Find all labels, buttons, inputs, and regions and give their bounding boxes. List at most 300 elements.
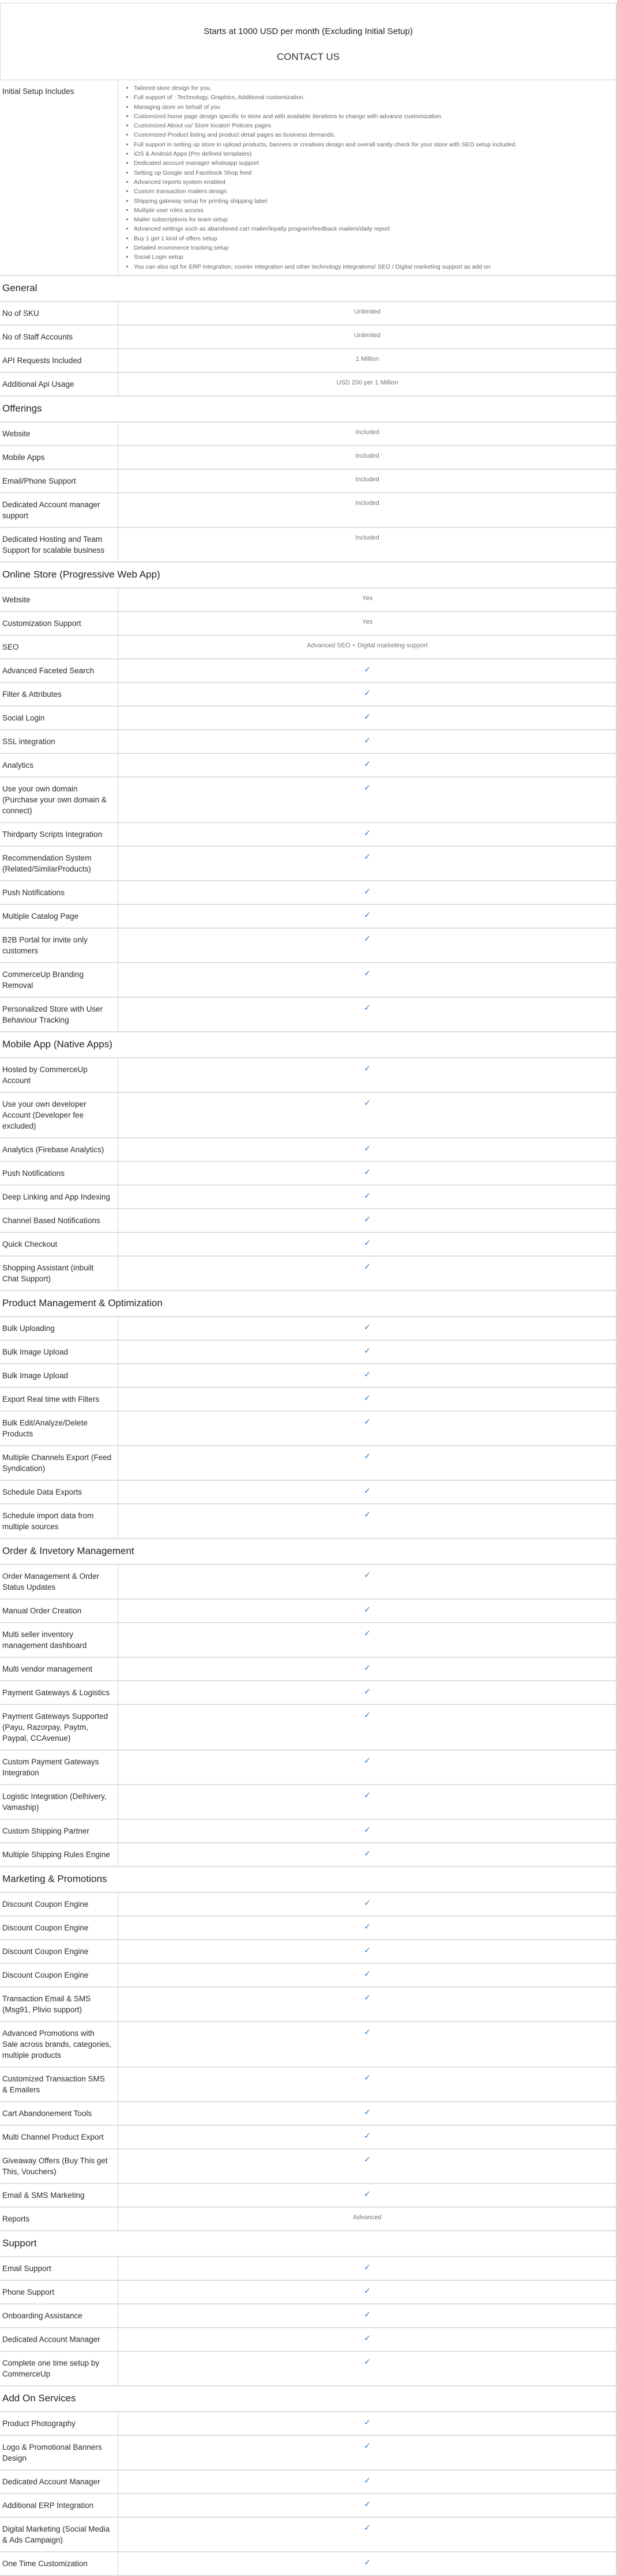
check-icon: ✓: [364, 851, 371, 861]
feature-value: Advanced: [118, 2207, 616, 2231]
check-icon: ✓: [364, 1790, 371, 1800]
check-icon: ✓: [364, 1992, 371, 2002]
check-icon: ✓: [364, 1190, 371, 1200]
feature-row: [0, 1185, 616, 1209]
check-icon: ✓: [364, 1485, 371, 1495]
feature-label: Analytics: [0, 753, 118, 777]
feature-row: [0, 1623, 616, 1657]
check-icon: ✓: [364, 2441, 371, 2450]
feature-label: Discount Coupon Engine: [0, 1916, 118, 1940]
feature-label: Payment Gateways & Logistics: [0, 1681, 118, 1704]
feature-value: [118, 2517, 616, 2552]
feature-row: [0, 2304, 616, 2328]
feature-value: [118, 2257, 616, 2280]
feature-row: [0, 1340, 616, 1364]
feature-label: Multiple Catalog Page: [0, 904, 118, 928]
feature-row: [0, 349, 616, 372]
feature-label: SEO: [0, 635, 118, 659]
feature-label: Schedule import data from multiple sources: [0, 1504, 118, 1538]
check-icon: ✓: [364, 1848, 371, 1858]
feature-value: [118, 2149, 616, 2183]
check-icon: ✓: [364, 1451, 371, 1461]
feature-row: [0, 1963, 616, 1987]
setup-item: • Setting up Google and Facebook Shop feed: [134, 168, 616, 178]
check-icon: ✓: [364, 688, 371, 697]
feature-value: 1 Million: [118, 349, 616, 372]
feature-row: [0, 1892, 616, 1916]
feature-label: Discount Coupon Engine: [0, 1940, 118, 1963]
feature-value: [118, 1364, 616, 1387]
feature-value: Included: [118, 422, 616, 446]
setup-item: • Detailed ecommerce tracking setup: [134, 243, 616, 252]
feature-row: [0, 881, 616, 904]
feature-row: [0, 325, 616, 349]
setup-row: [0, 80, 616, 276]
feature-row: [0, 2494, 616, 2517]
feature-label: Custom Payment Gateways Integration: [0, 1750, 118, 1785]
section-title: Product Management & Optimization: [0, 1291, 616, 1317]
feature-value: [118, 1411, 616, 1446]
feature-label: Product Photography: [0, 2412, 118, 2435]
feature-row: [0, 446, 616, 469]
feature-label: One Time Customization: [0, 2552, 118, 2575]
feature-row: [0, 706, 616, 730]
feature-label: SSL integration: [0, 730, 118, 753]
feature-row: [0, 2351, 616, 2386]
feature-row: [0, 635, 616, 659]
section-header: [0, 1538, 616, 1564]
check-icon: ✓: [364, 2557, 371, 2567]
feature-value: [118, 2280, 616, 2304]
feature-value: Advanced SEO + Digital marketing support: [118, 635, 616, 659]
check-icon: ✓: [364, 1968, 371, 1978]
check-icon: ✓: [364, 782, 371, 792]
feature-row: [0, 928, 616, 963]
feature-value: [118, 2470, 616, 2494]
feature-row: [0, 904, 616, 928]
feature-label: Customization Support: [0, 612, 118, 635]
feature-row: [0, 1161, 616, 1185]
feature-label: Bulk Image Upload: [0, 1340, 118, 1364]
feature-value: Yes: [118, 612, 616, 635]
check-icon: ✓: [364, 1662, 371, 1672]
feature-value: [118, 2435, 616, 2470]
check-icon: ✓: [364, 933, 371, 943]
feature-value: [118, 2328, 616, 2351]
feature-label: Bulk Image Upload: [0, 1364, 118, 1387]
check-icon: ✓: [364, 735, 371, 745]
feature-label: Discount Coupon Engine: [0, 1892, 118, 1916]
check-icon: ✓: [364, 1570, 371, 1579]
feature-label: Additional Api Usage: [0, 372, 118, 396]
feature-value: Included: [118, 446, 616, 469]
feature-value: Unlimited: [118, 301, 616, 325]
feature-label: Email/Phone Support: [0, 469, 118, 493]
setup-item: • Tailored store design for you.: [134, 84, 616, 93]
feature-label: Hosted by CommerceUp Account: [0, 1058, 118, 1092]
feature-value: [118, 1317, 616, 1340]
check-icon: ✓: [364, 759, 371, 768]
feature-label: Complete one time setup by CommerceUp: [0, 2351, 118, 2386]
check-icon: ✓: [364, 2356, 371, 2366]
feature-value: [118, 2102, 616, 2125]
feature-row: [0, 1256, 616, 1291]
feature-row: [0, 1987, 616, 2021]
check-icon: ✓: [364, 1710, 371, 1719]
feature-label: Phone Support: [0, 2280, 118, 2304]
section-title: Order & Invetory Management: [0, 1538, 616, 1564]
feature-value: [118, 1623, 616, 1657]
setup-list: [127, 84, 616, 271]
feature-label: Cart Abandonement Tools: [0, 2102, 118, 2125]
check-icon: ✓: [364, 1824, 371, 1834]
check-icon: ✓: [364, 1143, 371, 1153]
check-icon: ✓: [364, 2027, 371, 2036]
feature-row: [0, 1704, 616, 1750]
setup-item: • Customized home page design specific to store and with available iterations to change with advance customization.: [134, 112, 616, 121]
feature-label: Multiple Shipping Rules Engine: [0, 1843, 118, 1866]
feature-label: Order Management & Order Status Updates: [0, 1564, 118, 1599]
setup-label: Initial Setup Includes: [0, 80, 118, 276]
feature-value: [118, 1963, 616, 1987]
feature-row: [0, 2280, 616, 2304]
feature-value: [118, 753, 616, 777]
setup-item: • Mailer subscriptions for team setup: [134, 215, 616, 224]
feature-row: [0, 659, 616, 682]
check-icon: ✓: [364, 2499, 371, 2509]
feature-label: Multi seller inventory management dashboard: [0, 1623, 118, 1657]
feature-value: [118, 1750, 616, 1785]
feature-label: Reports: [0, 2207, 118, 2231]
check-icon: ✓: [364, 1604, 371, 1614]
check-icon: ✓: [364, 968, 371, 978]
check-icon: ✓: [364, 1097, 371, 1107]
feature-row: [0, 1387, 616, 1411]
feature-value: [118, 730, 616, 753]
feature-row: [0, 1564, 616, 1599]
setup-item: • Full support of : Technology, Graphics, Additional customization.: [134, 93, 616, 102]
feature-value: [118, 682, 616, 706]
feature-label: Logo & Promotional Banners Design: [0, 2435, 118, 2470]
feature-row: [0, 372, 616, 396]
feature-row: [0, 2067, 616, 2102]
feature-label: B2B Portal for invite only customers: [0, 928, 118, 963]
feature-value: [118, 904, 616, 928]
feature-label: Advanced Faceted Search: [0, 659, 118, 682]
feature-label: Personalized Store with User Behaviour Tracking: [0, 997, 118, 1032]
section-header: [0, 1291, 616, 1317]
section-header: [0, 2231, 616, 2257]
feature-table: [0, 80, 617, 2576]
feature-row: [0, 1209, 616, 1232]
feature-label: No of Staff Accounts: [0, 325, 118, 349]
feature-value: [118, 2412, 616, 2435]
feature-label: Transaction Email & SMS (Msg91, Plivio support): [0, 1987, 118, 2021]
feature-value: [118, 1940, 616, 1963]
feature-row: [0, 422, 616, 446]
contact-us-button[interactable]: CONTACT US: [277, 51, 340, 62]
setup-item: • iOS & Android Apps (Pre defined templates): [134, 149, 616, 159]
feature-label: API Requests Included: [0, 349, 118, 372]
feature-value: [118, 1480, 616, 1504]
feature-value: [118, 1138, 616, 1161]
section-title: Offerings: [0, 396, 616, 422]
setup-item: • Advanced settings such as abandoned cart mailer/loyalty program/feedback mailers/daily report: [134, 224, 616, 233]
check-icon: ✓: [364, 1898, 371, 1907]
feature-row: [0, 1317, 616, 1340]
feature-row: [0, 1092, 616, 1138]
feature-label: Manual Order Creation: [0, 1599, 118, 1623]
feature-value: USD 200 per 1 Million: [118, 372, 616, 396]
feature-row: [0, 588, 616, 612]
feature-row: [0, 730, 616, 753]
feature-label: Quick Checkout: [0, 1232, 118, 1256]
check-icon: ✓: [364, 1167, 371, 1176]
setup-item: • Social Login setup: [134, 252, 616, 262]
feature-label: No of SKU: [0, 301, 118, 325]
section-title: General: [0, 276, 616, 301]
feature-value: [118, 881, 616, 904]
feature-label: Customized Transaction SMS & Emailers: [0, 2067, 118, 2102]
check-icon: ✓: [364, 1322, 371, 1332]
feature-label: Schedule Data Exports: [0, 1480, 118, 1504]
check-icon: ✓: [364, 1002, 371, 1012]
feature-value: Included: [118, 527, 616, 562]
feature-label: Recommendation System (Related/SimilarProducts): [0, 846, 118, 881]
feature-label: Multi vendor management: [0, 1657, 118, 1681]
setup-item: • Shipping gateway setup for printing shipping label: [134, 197, 616, 206]
check-icon: ✓: [364, 1063, 371, 1073]
pricing-header: [0, 3, 617, 80]
section-title: Online Store (Progressive Web App): [0, 562, 616, 588]
feature-value: [118, 1232, 616, 1256]
check-icon: ✓: [364, 1628, 371, 1638]
feature-label: Dedicated Account Manager: [0, 2470, 118, 2494]
check-icon: ✓: [364, 828, 371, 838]
feature-row: [0, 493, 616, 527]
section-title: Mobile App (Native Apps): [0, 1032, 616, 1058]
check-icon: ✓: [364, 1214, 371, 1224]
feature-value: [118, 2125, 616, 2149]
feature-label: Push Notifications: [0, 881, 118, 904]
feature-label: Use your own developer Account (Developer fee excluded): [0, 1092, 118, 1138]
feature-value: [118, 2304, 616, 2328]
feature-value: [118, 2494, 616, 2517]
feature-label: Advanced Promotions with Sale across brands, categories, multiple products: [0, 2021, 118, 2067]
section-title: Marketing & Promotions: [0, 1866, 616, 1892]
feature-label: Use your own domain (Purchase your own domain & connect): [0, 777, 118, 823]
section-header: [0, 1866, 616, 1892]
check-icon: ✓: [364, 1921, 371, 1931]
feature-value: [118, 928, 616, 963]
check-icon: ✓: [364, 2522, 371, 2532]
feature-value: [118, 1564, 616, 1599]
check-icon: ✓: [364, 1369, 371, 1379]
feature-row: [0, 2125, 616, 2149]
feature-label: Onboarding Assistance: [0, 2304, 118, 2328]
feature-row: [0, 1681, 616, 1704]
feature-value: [118, 1209, 616, 1232]
feature-label: Dedicated Hosting and Team Support for scalable business: [0, 527, 118, 562]
feature-value: [118, 1657, 616, 1681]
feature-value: [118, 1987, 616, 2021]
check-icon: ✓: [364, 2285, 371, 2295]
feature-row: [0, 1750, 616, 1785]
section-header: [0, 276, 616, 301]
feature-row: [0, 846, 616, 881]
feature-label: Email & SMS Marketing: [0, 2183, 118, 2207]
check-icon: ✓: [364, 1509, 371, 1519]
feature-label: Custom Shipping Partner: [0, 1819, 118, 1843]
feature-value: [118, 2183, 616, 2207]
feature-value: [118, 823, 616, 846]
feature-row: [0, 1819, 616, 1843]
feature-label: Payment Gateways Supported (Payu, Razorpay, Paytm, Paypal, CCAvenue): [0, 1704, 118, 1750]
check-icon: ✓: [364, 1393, 371, 1402]
feature-row: [0, 2021, 616, 2067]
feature-value: [118, 659, 616, 682]
feature-value: [118, 777, 616, 823]
feature-row: [0, 2517, 616, 2552]
feature-row: [0, 1785, 616, 1819]
feature-row: [0, 2470, 616, 2494]
setup-item: • Customized Product listing and product detail pages as business demands.: [134, 130, 616, 139]
feature-label: Discount Coupon Engine: [0, 1963, 118, 1987]
check-icon: ✓: [364, 2262, 371, 2272]
feature-row: [0, 1657, 616, 1681]
feature-value: [118, 2067, 616, 2102]
feature-row: [0, 2183, 616, 2207]
price-text: Starts at 1000 USD per month (Excluding Initial Setup): [204, 27, 413, 36]
feature-row: [0, 1058, 616, 1092]
feature-row: [0, 469, 616, 493]
check-icon: ✓: [364, 2475, 371, 2485]
feature-label: Website: [0, 422, 118, 446]
feature-label: Digital Marketing (Social Media & Ads Campaign): [0, 2517, 118, 2552]
feature-row: [0, 1446, 616, 1480]
feature-row: [0, 1843, 616, 1866]
feature-value: [118, 1185, 616, 1209]
section-header: [0, 2386, 616, 2412]
feature-value: [118, 1161, 616, 1185]
feature-value: [118, 1256, 616, 1291]
check-icon: ✓: [364, 1345, 371, 1355]
feature-label: Website: [0, 588, 118, 612]
feature-value: Included: [118, 469, 616, 493]
feature-value: [118, 1446, 616, 1480]
setup-item: • Multiple user roles access: [134, 206, 616, 215]
check-icon: ✓: [364, 1261, 371, 1271]
setup-item: • Advanced reports system enabled: [134, 178, 616, 187]
feature-label: Logistic Integration (Delhivery, Vamaship): [0, 1785, 118, 1819]
feature-row: [0, 2435, 616, 2470]
feature-label: Analytics (Firebase Analytics): [0, 1138, 118, 1161]
feature-value: Included: [118, 493, 616, 527]
feature-value: [118, 1843, 616, 1866]
feature-row: [0, 1364, 616, 1387]
check-icon: ✓: [364, 2154, 371, 2164]
feature-row: [0, 1138, 616, 1161]
feature-label: Additional ERP Integration: [0, 2494, 118, 2517]
feature-label: Deep Linking and App Indexing: [0, 1185, 118, 1209]
feature-row: [0, 963, 616, 997]
feature-value: [118, 1681, 616, 1704]
feature-value: [118, 1387, 616, 1411]
check-icon: ✓: [364, 2333, 371, 2343]
feature-row: [0, 2102, 616, 2125]
feature-value: [118, 1785, 616, 1819]
feature-row: [0, 1504, 616, 1538]
section-header: [0, 396, 616, 422]
feature-value: [118, 2021, 616, 2067]
feature-label: Channel Based Notifications: [0, 1209, 118, 1232]
setup-item: • Customized About us/ Store locator/ Policies pages: [134, 121, 616, 130]
feature-label: CommerceUp Branding Removal: [0, 963, 118, 997]
check-icon: ✓: [364, 910, 371, 919]
setup-item: • You can also opt for ERP integration, courier integration and other technology integrations/ SEO / Digital marketing support as add on: [134, 262, 616, 271]
feature-label: Filter & Attributes: [0, 682, 118, 706]
setup-item: • Managing store on behalf of you: [134, 103, 616, 112]
feature-value: [118, 997, 616, 1032]
feature-row: [0, 1232, 616, 1256]
feature-label: Export Real time with Filters: [0, 1387, 118, 1411]
feature-label: Multiple Channels Export (Feed Syndication): [0, 1446, 118, 1480]
check-icon: ✓: [364, 2130, 371, 2140]
feature-label: Giveaway Offers (Buy This get This, Vouchers): [0, 2149, 118, 2183]
feature-label: Bulk Edit/Analyze/Delete Products: [0, 1411, 118, 1446]
feature-value: [118, 1892, 616, 1916]
check-icon: ✓: [364, 2309, 371, 2319]
check-icon: ✓: [364, 2107, 371, 2117]
setup-item: • Buy 1 get 1 kind of offers setup: [134, 234, 616, 243]
section-title: Support: [0, 2231, 616, 2257]
feature-label: Email Support: [0, 2257, 118, 2280]
feature-value: Unlimited: [118, 325, 616, 349]
feature-value: [118, 1704, 616, 1750]
feature-label: Social Login: [0, 706, 118, 730]
feature-label: Shopping Assistant (inbuilt Chat Support): [0, 1256, 118, 1291]
feature-row: [0, 612, 616, 635]
feature-value: [118, 963, 616, 997]
feature-row: [0, 823, 616, 846]
feature-value: [118, 2552, 616, 2575]
feature-value: [118, 1504, 616, 1538]
check-icon: ✓: [364, 1686, 371, 1696]
feature-row: [0, 753, 616, 777]
feature-value: [118, 2351, 616, 2386]
feature-row: [0, 1411, 616, 1446]
check-icon: ✓: [364, 1945, 371, 1955]
feature-value: [118, 706, 616, 730]
feature-row: [0, 777, 616, 823]
feature-value: [118, 1916, 616, 1940]
check-icon: ✓: [364, 711, 371, 721]
feature-value: Yes: [118, 588, 616, 612]
check-icon: ✓: [364, 2072, 371, 2082]
check-icon: ✓: [364, 886, 371, 896]
feature-label: Multi Channel Product Export: [0, 2125, 118, 2149]
section-header: [0, 562, 616, 588]
feature-row: [0, 2149, 616, 2183]
feature-row: [0, 2552, 616, 2575]
feature-row: [0, 2257, 616, 2280]
feature-value: [118, 1599, 616, 1623]
check-icon: ✓: [364, 664, 371, 674]
feature-value: [118, 1340, 616, 1364]
check-icon: ✓: [364, 2189, 371, 2198]
feature-label: Thirdparty Scripts Integration: [0, 823, 118, 846]
check-icon: ✓: [364, 1755, 371, 1765]
